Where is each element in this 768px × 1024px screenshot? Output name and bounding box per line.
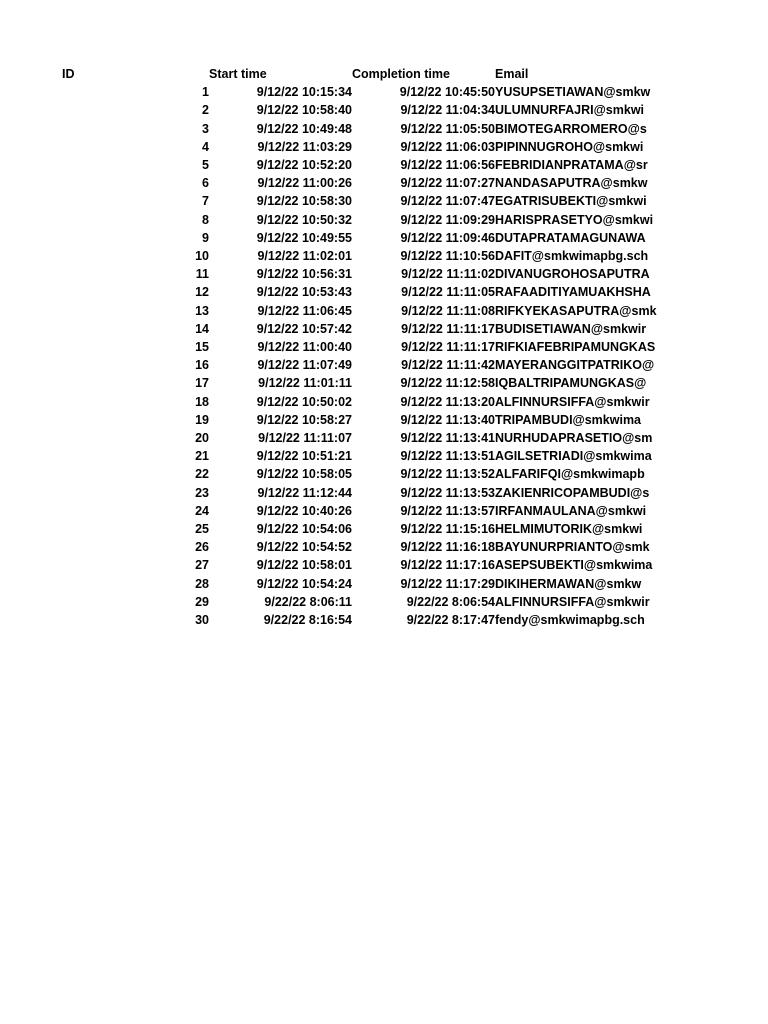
cell-id: 21 bbox=[195, 449, 209, 464]
header-start-time: Start time bbox=[209, 67, 267, 81]
cell-start-time: 9/12/22 10:54:24 bbox=[256, 576, 352, 591]
table-row bbox=[62, 593, 657, 611]
table-row bbox=[62, 393, 657, 411]
cell-id: 5 bbox=[202, 158, 209, 173]
cell-email: AGILSETRIADI@smkwima bbox=[495, 449, 652, 464]
cell-id: 17 bbox=[195, 376, 209, 391]
cell-start-time: 9/12/22 11:03:29 bbox=[257, 139, 352, 154]
header-row bbox=[62, 65, 657, 83]
cell-id: 7 bbox=[202, 194, 209, 209]
cell-completion-time: 9/12/22 11:13:57 bbox=[400, 503, 495, 518]
cell-completion-time: 9/12/22 11:07:27 bbox=[400, 176, 495, 191]
cell-email: ALFINNURSIFFA@smkwir bbox=[495, 394, 650, 409]
table-row bbox=[62, 283, 657, 301]
cell-start-time: 9/12/22 10:50:02 bbox=[256, 394, 352, 409]
cell-id: 28 bbox=[195, 576, 209, 591]
cell-completion-time: 9/12/22 11:13:20 bbox=[400, 394, 495, 409]
table-row bbox=[62, 247, 657, 265]
cell-id: 15 bbox=[195, 340, 209, 355]
cell-start-time: 9/12/22 10:56:31 bbox=[256, 267, 352, 282]
cell-start-time: 9/12/22 11:06:45 bbox=[257, 303, 352, 318]
cell-completion-time: 9/12/22 11:13:53 bbox=[400, 485, 495, 500]
cell-id: 18 bbox=[195, 394, 209, 409]
cell-completion-time: 9/12/22 11:05:50 bbox=[400, 121, 495, 136]
cell-email: BUDISETIAWAN@smkwir bbox=[495, 321, 647, 336]
cell-email: RIFKIAFEBRIPAMUNGKAS bbox=[495, 340, 656, 355]
cell-id: 26 bbox=[195, 540, 209, 555]
cell-start-time: 9/12/22 10:54:52 bbox=[256, 540, 352, 555]
cell-email: TRIPAMBUDI@smkwima bbox=[495, 412, 642, 427]
cell-start-time: 9/12/22 10:58:05 bbox=[256, 467, 352, 482]
cell-email: ZAKIENRICOPAMBUDI@s bbox=[495, 485, 650, 500]
cell-id: 24 bbox=[195, 503, 209, 518]
table-row bbox=[62, 611, 657, 629]
table-row bbox=[62, 374, 657, 392]
cell-start-time: 9/12/22 11:00:40 bbox=[257, 340, 352, 355]
table-row bbox=[62, 83, 657, 101]
cell-completion-time: 9/12/22 11:13:52 bbox=[400, 467, 495, 482]
table-row bbox=[62, 447, 657, 465]
cell-start-time: 9/22/22 8:16:54 bbox=[263, 613, 352, 628]
cell-id: 23 bbox=[195, 485, 209, 500]
cell-completion-time: 9/12/22 11:17:29 bbox=[400, 576, 495, 591]
cell-email: DUTAPRATAMAGUNAWA bbox=[495, 230, 646, 245]
cell-start-time: 9/12/22 11:07:49 bbox=[257, 358, 352, 373]
header-email: Email bbox=[495, 67, 529, 81]
table-row bbox=[62, 101, 657, 119]
cell-email: PIPINNUGROHO@smkwi bbox=[495, 139, 644, 154]
cell-start-time: 9/12/22 10:15:34 bbox=[256, 85, 352, 100]
table-row bbox=[62, 156, 657, 174]
cell-completion-time: 9/12/22 11:13:51 bbox=[400, 449, 495, 464]
cell-start-time: 9/12/22 10:58:27 bbox=[256, 412, 352, 427]
cell-completion-time: 9/12/22 11:11:17 bbox=[401, 340, 495, 355]
cell-id: 3 bbox=[202, 121, 209, 136]
table-row bbox=[62, 174, 657, 192]
cell-completion-time: 9/12/22 11:11:05 bbox=[401, 285, 495, 300]
cell-completion-time: 9/12/22 11:16:18 bbox=[400, 540, 495, 555]
cell-id: 4 bbox=[202, 139, 209, 154]
cell-email: BIMOTEGARROMERO@s bbox=[495, 121, 647, 136]
cell-start-time: 9/12/22 10:49:55 bbox=[256, 230, 352, 245]
cell-completion-time: 9/12/22 11:13:41 bbox=[400, 431, 495, 446]
cell-start-time: 9/12/22 10:40:26 bbox=[256, 503, 352, 518]
responses-table bbox=[62, 65, 657, 629]
cell-email: ALFARIFQI@smkwimapb bbox=[495, 467, 645, 482]
cell-id: 10 bbox=[195, 249, 209, 264]
cell-email: NURHUDAPRASETIO@sm bbox=[495, 431, 653, 446]
cell-id: 22 bbox=[195, 467, 209, 482]
cell-start-time: 9/12/22 11:12:44 bbox=[257, 485, 352, 500]
cell-id: 29 bbox=[195, 594, 209, 609]
table-row bbox=[62, 265, 657, 283]
cell-completion-time: 9/12/22 11:13:40 bbox=[400, 412, 495, 427]
cell-completion-time: 9/12/22 11:09:46 bbox=[400, 230, 495, 245]
cell-id: 14 bbox=[195, 321, 209, 336]
cell-completion-time: 9/12/22 11:04:34 bbox=[400, 103, 495, 118]
cell-id: 2 bbox=[202, 103, 209, 118]
cell-email: DAFIT@smkwimapbg.sch bbox=[495, 249, 649, 264]
table-row bbox=[62, 120, 657, 138]
cell-start-time: 9/12/22 10:54:06 bbox=[256, 522, 352, 537]
cell-email: RIFKYEKASAPUTRA@smk bbox=[495, 303, 657, 318]
cell-email: EGATRISUBEKTI@smkwi bbox=[495, 194, 647, 209]
cell-start-time: 9/12/22 10:57:42 bbox=[256, 321, 352, 336]
cell-email: IRFANMAULANA@smkwi bbox=[495, 503, 647, 518]
cell-email: ASEPSUBEKTI@smkwima bbox=[495, 558, 653, 573]
header-completion-time: Completion time bbox=[352, 67, 450, 81]
table-row bbox=[62, 229, 657, 247]
cell-start-time: 9/12/22 10:53:43 bbox=[256, 285, 352, 300]
table-row bbox=[62, 302, 657, 320]
cell-id: 12 bbox=[195, 285, 209, 300]
cell-id: 1 bbox=[202, 85, 209, 100]
cell-email: RAFAADITIYAMUAKHSHA bbox=[495, 285, 651, 300]
cell-completion-time: 9/12/22 11:11:02 bbox=[401, 267, 495, 282]
cell-completion-time: 9/12/22 11:11:42 bbox=[401, 358, 495, 373]
cell-completion-time: 9/12/22 11:11:17 bbox=[401, 321, 495, 336]
cell-email: FEBRIDIANPRATAMA@sr bbox=[495, 158, 648, 173]
table-row bbox=[62, 320, 657, 338]
cell-id: 9 bbox=[202, 230, 209, 245]
cell-email: ULUMNURFAJRI@smkwi bbox=[495, 103, 645, 118]
cell-email: BAYUNURPRIANTO@smk bbox=[495, 540, 650, 555]
header-id: ID bbox=[62, 67, 75, 81]
table-row bbox=[62, 211, 657, 229]
cell-completion-time: 9/12/22 11:09:29 bbox=[400, 212, 495, 227]
cell-start-time: 9/12/22 10:49:48 bbox=[256, 121, 352, 136]
cell-id: 11 bbox=[195, 267, 209, 282]
table-row bbox=[62, 520, 657, 538]
cell-email: IQBALTRIPAMUNGKAS@ bbox=[495, 376, 647, 391]
cell-id: 8 bbox=[202, 212, 209, 227]
table-row bbox=[62, 429, 657, 447]
cell-id: 20 bbox=[195, 431, 209, 446]
cell-id: 13 bbox=[195, 303, 209, 318]
cell-email: DIKIHERMAWAN@smkw bbox=[495, 576, 642, 591]
table-row bbox=[62, 138, 657, 156]
cell-start-time: 9/12/22 10:51:21 bbox=[256, 449, 352, 464]
table-body bbox=[62, 83, 657, 629]
cell-email: YUSUPSETIAWAN@smkw bbox=[495, 85, 651, 100]
table-row bbox=[62, 338, 657, 356]
table-row bbox=[62, 502, 657, 520]
table-row bbox=[62, 411, 657, 429]
cell-completion-time: 9/22/22 8:17:47 bbox=[406, 613, 495, 628]
cell-start-time: 9/12/22 10:52:20 bbox=[256, 158, 352, 173]
table-row bbox=[62, 192, 657, 210]
cell-email: DIVANUGROHOSAPUTRA bbox=[495, 267, 650, 282]
cell-email: ALFINNURSIFFA@smkwir bbox=[495, 594, 650, 609]
cell-id: 16 bbox=[195, 358, 209, 373]
cell-id: 25 bbox=[195, 522, 209, 537]
cell-start-time: 9/12/22 11:02:01 bbox=[257, 249, 352, 264]
cell-email: NANDASAPUTRA@smkw bbox=[495, 176, 648, 191]
cell-start-time: 9/12/22 11:01:11 bbox=[258, 376, 352, 391]
cell-completion-time: 9/12/22 11:11:08 bbox=[401, 303, 495, 318]
cell-email: HARISPRASETYO@smkwi bbox=[495, 212, 654, 227]
cell-completion-time: 9/12/22 11:15:16 bbox=[400, 522, 495, 537]
cell-email: MAYERANGGITPATRIKO@ bbox=[495, 358, 655, 373]
cell-completion-time: 9/12/22 11:07:47 bbox=[400, 194, 495, 209]
cell-start-time: 9/12/22 11:00:26 bbox=[257, 176, 352, 191]
cell-id: 19 bbox=[195, 412, 209, 427]
cell-completion-time: 9/12/22 11:10:56 bbox=[400, 249, 495, 264]
cell-start-time: 9/12/22 10:58:40 bbox=[256, 103, 352, 118]
table-row bbox=[62, 556, 657, 574]
table-row bbox=[62, 465, 657, 483]
cell-completion-time: 9/12/22 11:06:56 bbox=[400, 158, 495, 173]
cell-id: 30 bbox=[195, 613, 209, 628]
cell-start-time: 9/12/22 10:58:30 bbox=[256, 194, 352, 209]
cell-start-time: 9/12/22 10:50:32 bbox=[256, 212, 352, 227]
table-row bbox=[62, 484, 657, 502]
cell-completion-time: 9/12/22 11:17:16 bbox=[400, 558, 495, 573]
table-row bbox=[62, 575, 657, 593]
cell-email: HELMIMUTORIK@smkwi bbox=[495, 522, 643, 537]
cell-completion-time: 9/22/22 8:06:54 bbox=[406, 594, 495, 609]
cell-id: 27 bbox=[195, 558, 209, 573]
cell-completion-time: 9/12/22 11:06:03 bbox=[400, 139, 495, 154]
cell-start-time: 9/12/22 11:11:07 bbox=[258, 431, 352, 446]
table-row bbox=[62, 356, 657, 374]
cell-completion-time: 9/12/22 11:12:58 bbox=[400, 376, 495, 391]
cell-start-time: 9/12/22 10:58:01 bbox=[256, 558, 352, 573]
cell-id: 6 bbox=[202, 176, 209, 191]
table-row bbox=[62, 538, 657, 556]
cell-email: fendy@smkwimapbg.sch bbox=[495, 613, 645, 628]
cell-start-time: 9/22/22 8:06:11 bbox=[264, 594, 352, 609]
cell-completion-time: 9/12/22 10:45:50 bbox=[399, 85, 495, 100]
